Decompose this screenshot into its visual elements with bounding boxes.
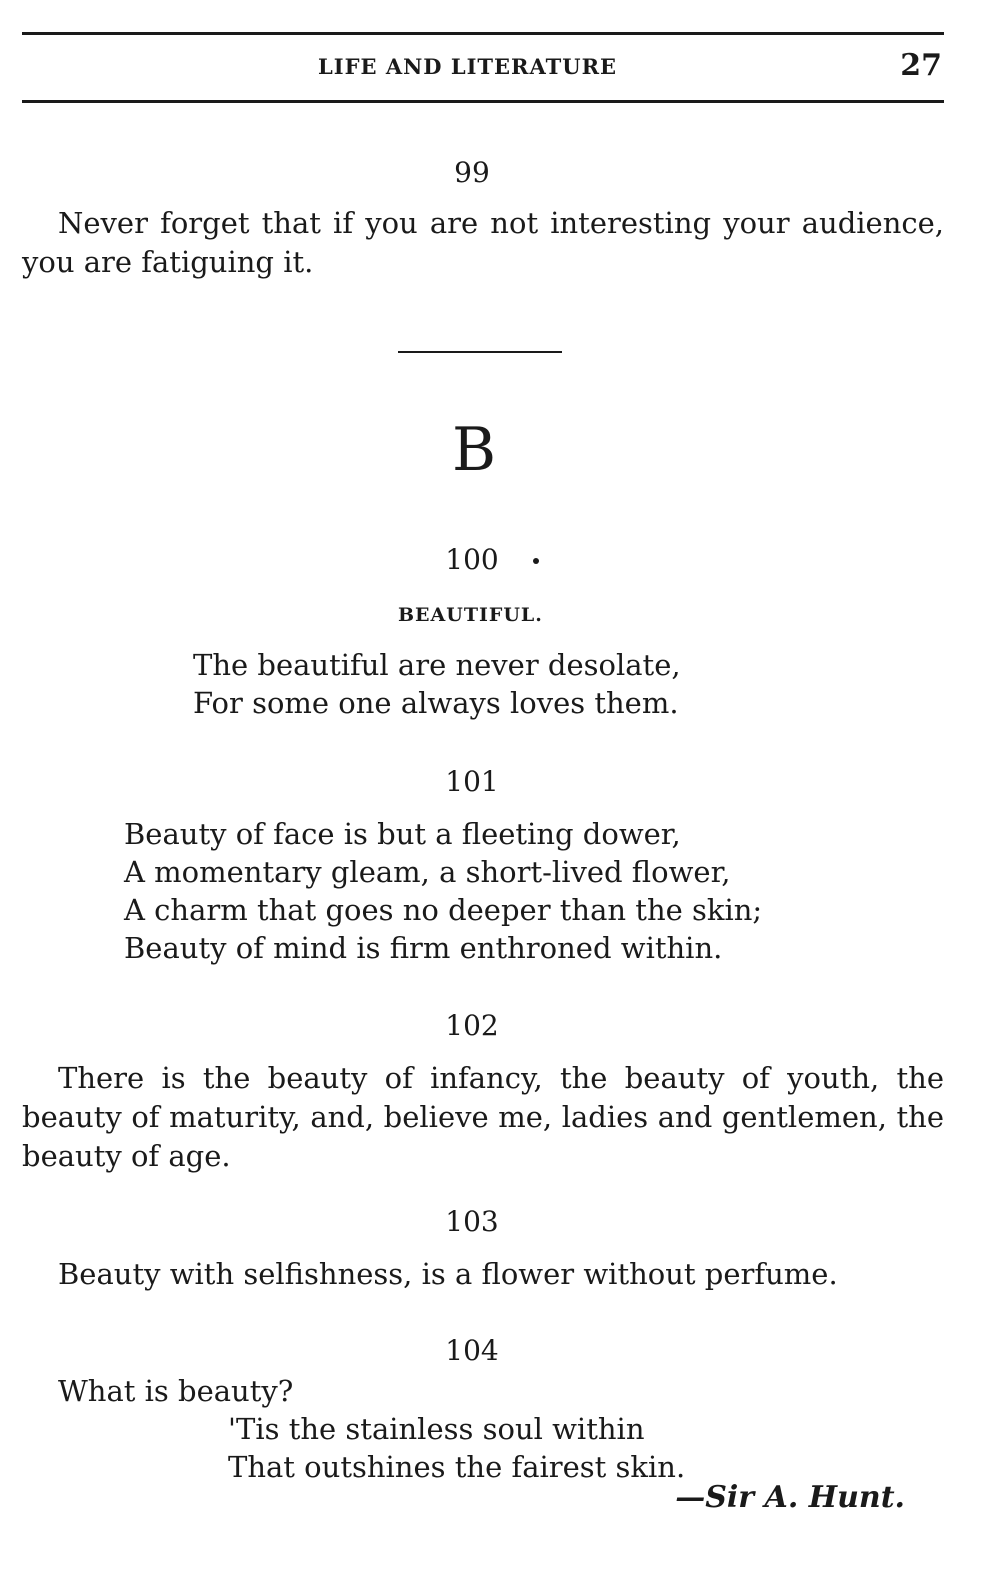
verse-line: A charm that goes no deeper than the skin; — [124, 893, 763, 927]
verse-line: Beauty of face is but a fleeting dower, — [124, 817, 681, 851]
verse-line: A momentary gleam, a short-lived flower, — [124, 855, 731, 889]
entry-caption-100: BEAUTIFUL. — [398, 604, 543, 626]
header-bottom-rule — [22, 100, 944, 103]
attribution: —Sir A. Hunt. — [675, 1480, 905, 1515]
verse-line: 'Tis the stainless soul within — [228, 1412, 645, 1446]
entry-number-100: 100 — [445, 543, 499, 576]
verse-line: For some one always loves them. — [193, 686, 679, 720]
entry-number-99: 99 — [454, 156, 490, 189]
header-top-rule — [22, 32, 944, 35]
verse-line: What is beauty? — [58, 1374, 294, 1408]
entry-number-104: 104 — [445, 1334, 499, 1367]
page-number: 27 — [900, 48, 942, 83]
entry-text-99: Never forget that if you are not interesting your audience, you are fatiguing it. — [22, 206, 944, 279]
entry-number-101: 101 — [445, 765, 499, 798]
entry-number-103: 103 — [445, 1205, 499, 1238]
entry-number-102: 102 — [445, 1009, 499, 1042]
stray-dot — [533, 558, 539, 564]
running-title: LIFE AND LITERATURE — [318, 54, 618, 79]
verse-line: The beautiful are never desolate, — [193, 648, 681, 682]
entry-text-103: Beauty with selfishness, is a flower without perfume. — [58, 1257, 838, 1291]
verse-line: That outshines the fairest skin. — [228, 1450, 686, 1484]
entry-text-102: There is the beauty of infancy, the beauty of youth, the beauty of maturity, and, believe me, ladies and gentlemen, the beauty of age. — [22, 1061, 944, 1173]
verse-line: Beauty of mind is firm enthroned within. — [124, 931, 723, 965]
section-divider — [398, 351, 562, 353]
section-heading: B — [452, 415, 497, 485]
